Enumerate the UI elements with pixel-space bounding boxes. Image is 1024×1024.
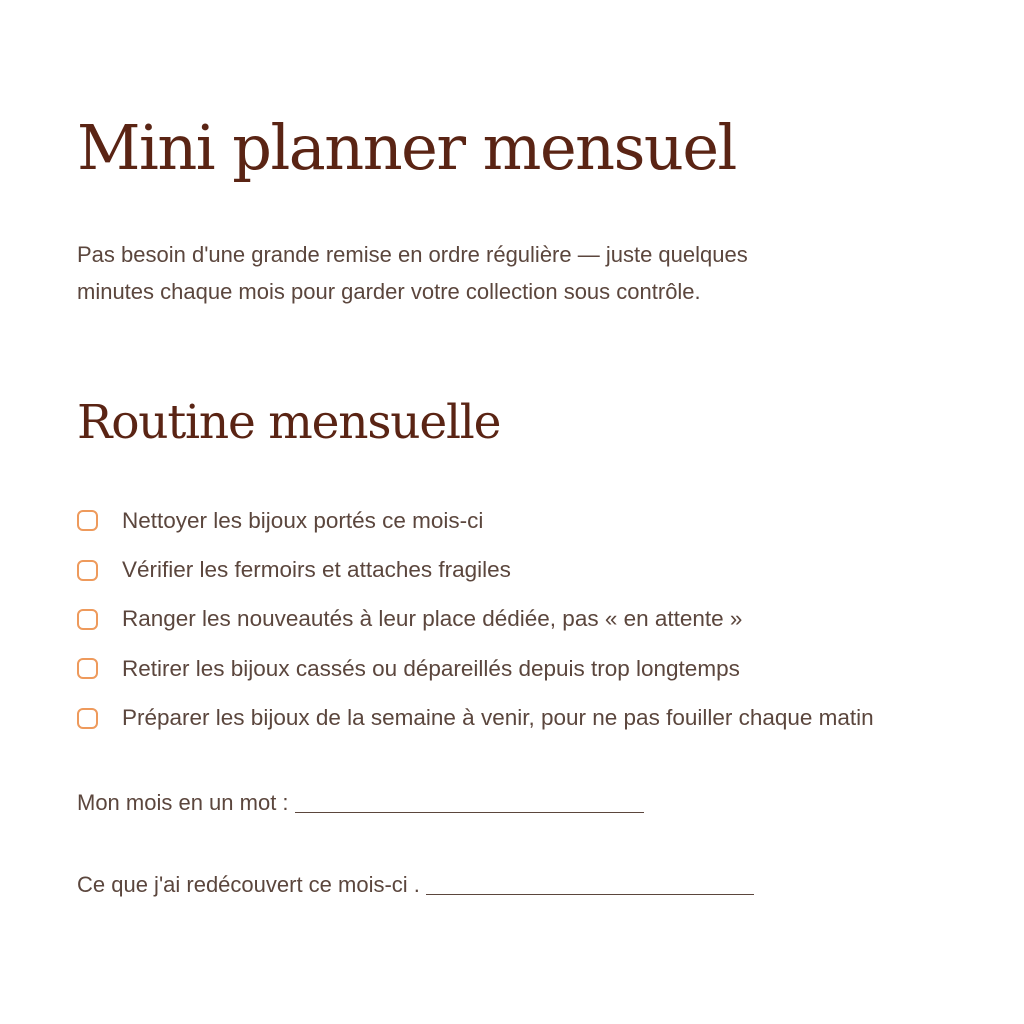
prompt-rediscovered [77,870,754,898]
checklist-item[interactable] [77,496,997,545]
intro-paragraph [77,236,897,310]
checklist-item[interactable] [77,644,997,693]
monthly-checklist [77,496,997,743]
checklist-item-label: Ranger les nouveautés à leur place dédiée, pas « en attente » [122,606,743,632]
checklist-item[interactable] [77,694,997,743]
checklist-item-label: Préparer les bijoux de la semaine à venir, pour ne pas fouiller chaque matin [122,705,874,731]
checklist-item-label: Vérifier les fermoirs et attaches fragiles [122,557,511,583]
checkbox-icon[interactable] [77,560,98,581]
fill-in-blank-line[interactable] [426,870,754,895]
checklist-item-label: Nettoyer les bijoux portés ce mois-ci [122,507,484,533]
intro-line-2: minutes chaque mois pour garder votre collection sous contrôle. [77,279,701,304]
checkbox-icon[interactable] [77,609,98,630]
prompt-label: Ce que j'ai redécouvert ce mois-ci . [77,872,420,897]
checklist-item[interactable] [77,595,997,644]
checkbox-icon[interactable] [77,708,98,729]
checkbox-icon[interactable] [77,510,98,531]
checklist-item-label: Retirer les bijoux cassés ou dépareillés depuis trop longtemps [122,655,740,681]
checklist-item[interactable] [77,545,997,594]
page-title: Mini planner mensuel [77,111,736,184]
prompt-month-in-one-word [77,788,644,816]
intro-line-1: Pas besoin d'une grande remise en ordre régulière — juste quelques [77,242,748,267]
fill-in-blank-line[interactable] [295,788,644,813]
section-title: Routine mensuelle [77,395,501,450]
prompt-label: Mon mois en un mot : [77,790,289,815]
checkbox-icon[interactable] [77,658,98,679]
